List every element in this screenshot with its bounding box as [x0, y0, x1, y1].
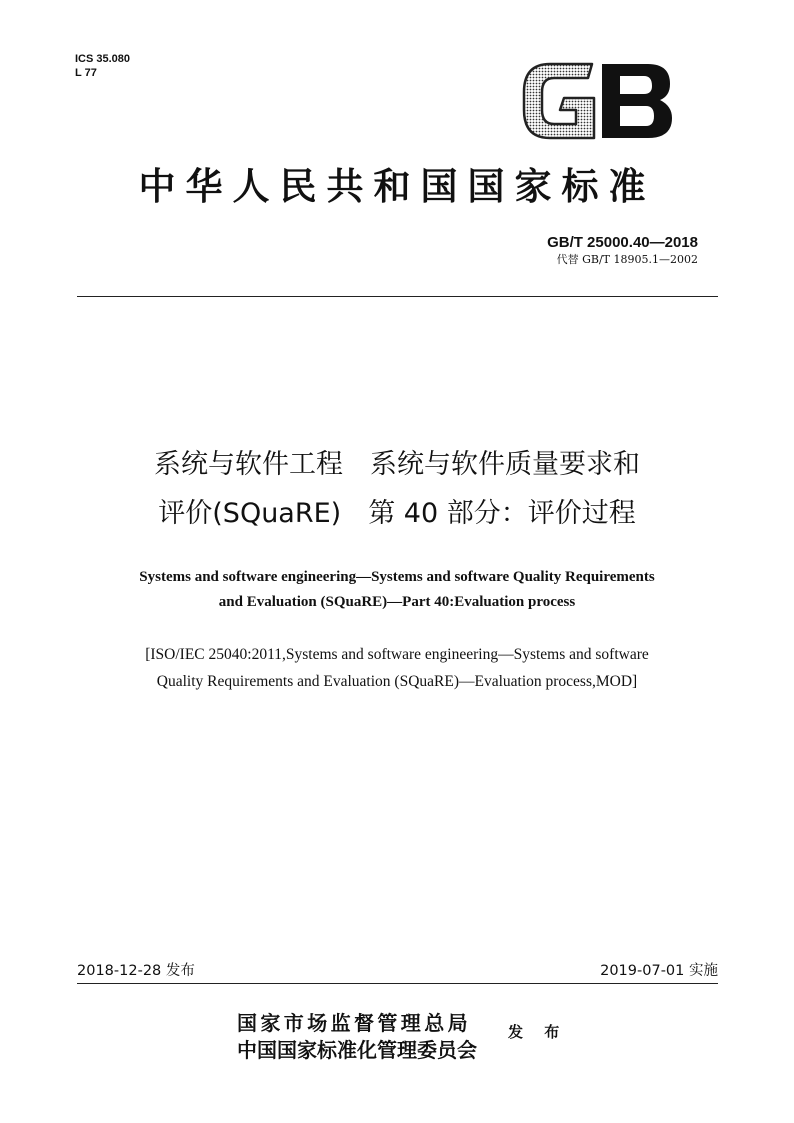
standard-number: GB/T 25000.40—2018	[547, 234, 698, 251]
iso-reference-line-2: Quality Requirements and Evaluation (SQuaRE)—Evaluation process,MOD]	[156, 673, 638, 690]
issuer-line-1: 国家市场监督管理总局	[237, 1011, 471, 1035]
chinese-title-line-1: 系统与软件工程 系统与软件质量要求和	[154, 449, 640, 480]
issue-date: 2018-12-28 发布	[77, 963, 195, 979]
footer-divider	[77, 983, 718, 984]
ics-code: ICS 35.080	[75, 53, 131, 65]
ccs-code: L 77	[75, 67, 97, 79]
iso-reference-line-1: [ISO/IEC 25040:2011,Systems and software engineering—Systems and software	[145, 646, 649, 663]
logo-letter-b	[602, 64, 672, 138]
classification-codes	[75, 52, 130, 80]
issuer-line-2: 中国国家标准化管理委员会	[237, 1038, 477, 1062]
publish-label: 发 布	[508, 1023, 568, 1041]
english-title-line-2: and Evaluation (SQuaRE)—Part 40:Evaluation process	[218, 594, 576, 610]
gb-logo	[520, 58, 676, 144]
replaces-note: 代替 GB/T 18905.1—2002	[556, 253, 698, 266]
english-title-line-1: Systems and software engineering—Systems and software Quality Requirements	[139, 569, 655, 585]
standard-type-heading: 中华人民共和国国家标准	[138, 164, 656, 208]
implementation-date: 2019-07-01 实施	[600, 963, 718, 979]
header-divider	[77, 296, 718, 297]
chinese-title-line-2: 评价(SQuaRE) 第 40 部分：评价过程	[158, 498, 636, 529]
logo-letter-g	[524, 64, 594, 138]
